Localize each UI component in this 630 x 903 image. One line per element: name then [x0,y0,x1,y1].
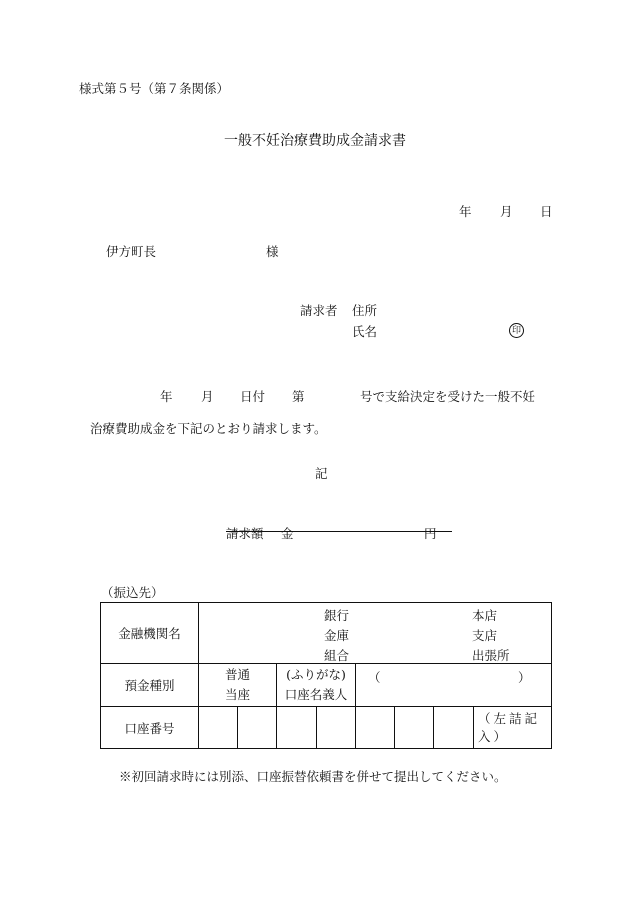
holder-label-cell [277,664,356,707]
addressee-name: 伊方町長 [106,244,157,259]
account-digit-cell[interactable] [434,707,474,749]
account-digit-cell[interactable] [317,707,356,749]
institution-type-bank: 銀行 [324,608,350,623]
form-number: 様式第５号（第７条関係） [79,81,230,96]
institution-type-union: 組合 [324,648,350,663]
institution-type-shinkin: 金庫 [324,628,350,643]
branch-type-main: 本店 [472,608,498,623]
deposit-type-label: 預金種別 [101,664,199,707]
deposit-type-current: 当座 [224,687,250,702]
amount-kin: 金 [281,526,294,541]
bank-account-table [100,602,552,749]
account-digit-cell[interactable] [238,707,277,749]
account-number-row [101,707,552,749]
institution-label: 金融機関名 [101,603,199,664]
deposit-type-ordinary: 普通 [224,667,250,682]
deposit-type-options[interactable] [199,664,277,707]
amount-yen: 円 [424,526,437,541]
address-label: 住所 [352,303,378,318]
account-number-label: 口座番号 [101,707,199,749]
document-title: 一般不妊治療費助成金請求書 [224,133,406,149]
furigana-label: (ふりがな) [286,667,346,682]
account-digit-cell[interactable] [277,707,317,749]
branch-type-office: 出張所 [472,648,510,663]
body-line-2: 治療費助成金を下記のとおり請求します。 [90,421,327,436]
date-year-label: 年 [459,204,472,219]
holder-paren-close: ） [518,670,531,685]
account-holder-field[interactable] [356,664,552,707]
footnote: ※初回請求時には別添、口座振替依頼書を併せて提出してください。 [119,769,507,784]
body-year: 年 [160,389,173,404]
seal-mark-icon: 印 [509,323,524,338]
ki-heading: 記 [315,466,328,481]
name-label: 氏名 [352,324,378,339]
transfer-label: （振込先） [101,585,164,600]
amount-row [226,526,452,541]
account-digit-cell[interactable] [395,707,434,749]
holder-paren-open: （ [368,670,381,685]
account-digit-cell[interactable] [199,707,238,749]
account-digit-cell[interactable] [356,707,395,749]
addressee-honorific: 様 [266,244,279,259]
date-month-label: 月 [500,204,513,219]
deposit-row [101,664,552,707]
institution-row [101,603,552,664]
body-dai: 第 [292,389,305,404]
date-day-label: 日 [540,204,553,219]
body-date-suffix: 日付 [240,389,266,404]
body-month: 月 [201,389,214,404]
amount-label: 請求額 [226,526,264,541]
branch-type-branch: 支店 [472,628,498,643]
claimant-label: 請求者 [300,303,338,318]
left-align-note: （左詰記入） [474,707,552,749]
account-holder-label: 口座名義人 [284,687,348,702]
body-rest: 号で支給決定を受けた一般不妊 [360,389,536,404]
institution-field[interactable] [199,603,552,664]
